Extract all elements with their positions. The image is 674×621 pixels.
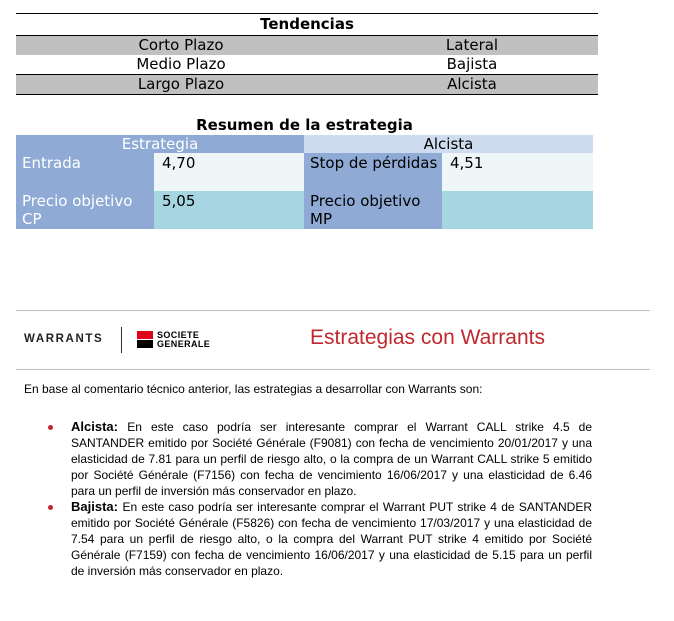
objetivo-cp-label: Precio objetivo CP xyxy=(16,191,154,229)
plazo-cell: Corto Plazo xyxy=(138,36,224,54)
tendencias-title: Tendencias xyxy=(260,15,354,33)
issuer-line-1: SOCIETE xyxy=(157,330,200,340)
plazo-cell: Largo Plazo xyxy=(137,75,225,93)
estrategia-header-row xyxy=(16,135,593,153)
bullet-dot-icon xyxy=(48,425,53,430)
estrategia-label: Estrategia xyxy=(16,135,304,153)
strategy-text: En este caso podría ser interesante comprar el Warrant PUT strike 4 de SANTANDER emitido por Société Générale (F5826) con fecha de vencimiento 17/03/2017 y una elasticidad de 7.54 para un perfil de riesgo alto, o la compra del Warrant PUT strike 4 emitido por Société Générale (F7159) con fecha de vencimiento 16/06/2017 y una elasticidad de 5.15 para un perfil de inversión más conservador en plazo. xyxy=(71,500,592,578)
valor-cell: Bajista xyxy=(446,55,498,73)
entrada-label: Entrada xyxy=(16,153,154,191)
warrants-brand: WARRANTS xyxy=(24,333,104,345)
table-row xyxy=(16,55,598,74)
list-item: Alcista: En este caso podría ser interesante comprar el Warrant CALL strike 4.5 de SANTANDER emitido por Société Générale (F9081) con fecha de vencimiento 20/01/2017 y una elasticidad de 7.81 para un perfil de riesgo alto, o la compra de un Warrant CALL strike 5 emitido por Société Générale (F7156) con fecha de vencimiento 16/06/2017 y una elasticidad de 6.46 para un perfil de inversión más conservador en plazo. xyxy=(48,419,592,499)
estrategia-value: Alcista xyxy=(304,135,593,153)
warrants-header xyxy=(16,310,650,370)
strategy-text: En este caso podría ser interesante comprar el Warrant CALL strike 4.5 de SANTANDER emitido por Société Générale (F9081) con fecha de vencimiento 20/01/2017 y una elasticidad de 7.81 para un perfil de riesgo alto, o la compra de un Warrant CALL strike 5 emitido por Société Générale (F7156) con fecha de vencimiento 16/06/2017 y una elasticidad de 6.46 para un perfil de inversión más conservador en plazo. xyxy=(71,420,592,498)
table-row xyxy=(16,153,593,191)
brand-separator xyxy=(121,327,122,353)
societe-generale-logo-icon xyxy=(137,331,153,348)
objetivo-mp-value xyxy=(442,191,593,229)
stop-label: Stop de pérdidas xyxy=(304,153,442,191)
page-title: Estrategias con Warrants xyxy=(310,326,545,349)
valor-cell: Alcista xyxy=(447,75,497,93)
resumen-table xyxy=(16,116,593,229)
bullet-dot-icon xyxy=(48,505,53,510)
valor-cell: Lateral xyxy=(445,36,499,54)
plazo-cell: Medio Plazo xyxy=(136,55,226,73)
strategy-list xyxy=(48,419,592,579)
objetivo-mp-label: Precio objetivo MP xyxy=(304,191,442,229)
header-divider xyxy=(16,369,650,370)
header-divider xyxy=(16,310,650,311)
tendencias-table xyxy=(16,13,598,95)
objetivo-cp-value: 5,05 xyxy=(154,191,304,229)
intro-text: En base al comentario técnico anterior, las estrategias a desarrollar con Warrants son: xyxy=(24,382,483,396)
issuer-name xyxy=(157,331,210,349)
table-row xyxy=(16,74,598,95)
table-row xyxy=(16,191,593,229)
stop-value: 4,51 xyxy=(442,153,593,191)
list-item: Bajista: En este caso podría ser interesante comprar el Warrant PUT strike 4 de SANTANDER emitido por Société Générale (F5826) con fecha de vencimiento 17/03/2017 y una elasticidad de 7.54 para un perfil de riesgo alto, o la compra del Warrant PUT strike 4 emitido por Société Générale (F7159) con fecha de vencimiento 16/06/2017 y una elasticidad de 5.15 para un perfil de inversión más conservador en plazo. xyxy=(48,499,592,579)
resumen-title: Resumen de la estrategia xyxy=(196,116,413,134)
strategy-heading: Bajista xyxy=(71,499,114,514)
issuer-line-2: GENERALE xyxy=(157,339,211,349)
table-row xyxy=(16,35,598,55)
strategy-heading: Alcista xyxy=(71,419,114,434)
entrada-value: 4,70 xyxy=(154,153,304,191)
